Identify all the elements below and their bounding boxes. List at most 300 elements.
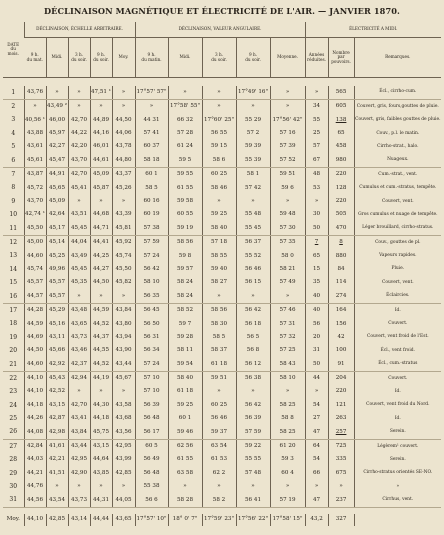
day-cell: 5 (11, 143, 16, 151)
arbitrary-cell: 45,00 (24, 236, 46, 250)
angular-cell: 59 46 (168, 426, 202, 440)
electricity-number-cell: 605 (328, 100, 354, 114)
arbitrary-cell: 45,65 (46, 182, 68, 195)
angular-cell: 58 10 (135, 276, 168, 289)
angular-cell: 56 34 (135, 344, 168, 357)
arbitrary-cell: 45,43 (46, 372, 68, 386)
arbitrary-cell: » (68, 386, 90, 399)
angular-cell: 58 56 (168, 236, 202, 250)
arbitrary-cell: 45,61 (24, 154, 46, 168)
electricity-number-cell: 505 (328, 209, 354, 222)
arbitrary-cell: 44,04 (68, 236, 90, 250)
arbitrary-cell: 44,55 (90, 344, 112, 357)
arbitrary-col-header-4: Moy. (112, 38, 135, 78)
angular-cell: 56 55 (202, 127, 236, 140)
angular-cell: 60 1 (168, 412, 202, 425)
angular-cell: 56 39 (236, 412, 270, 425)
electricity-reduced-cell: 44 (305, 372, 328, 386)
arbitrary-cell: » (112, 195, 135, 208)
arbitrary-cell: » (112, 100, 135, 114)
angular-cell: » (202, 195, 236, 208)
angular-cell: 56 6 (135, 494, 168, 508)
electricity-number-cell: 263 (328, 412, 354, 425)
table-row (3, 331, 441, 344)
mean-angular-cell: 17°57' 10" (135, 514, 168, 526)
angular-cell: 57 19 (270, 494, 305, 508)
angular-cell: 61 55 (168, 182, 202, 195)
observation-table-wrapper (3, 22, 441, 530)
mean-angular-cell: 17°56' 22" (236, 514, 270, 526)
remark-cell: Écl., cirrho-cum. (354, 86, 441, 100)
angular-cell: 56 31 (135, 331, 168, 344)
angular-cell: 56 15 (236, 276, 270, 289)
remark-cell: Léger brouillard, cirrho-stratus. (354, 222, 441, 236)
electricity-number-cell: 8 (328, 236, 354, 250)
electricity-reduced-cell: 20 (305, 331, 328, 344)
angular-cell: 59 8 (168, 250, 202, 263)
angular-cell: 56 35 (135, 290, 168, 304)
arbitrary-cell: 43,54 (46, 494, 68, 508)
remark-cell: Cum.-strat., vent. (354, 168, 441, 182)
arbitrary-cell: 44,28 (24, 304, 46, 318)
electricity-number-cell: 237 (328, 494, 354, 508)
day-cell: 27 (9, 442, 18, 450)
angular-cell: 56 8 (236, 344, 270, 357)
arbitrary-cell: 42,27 (46, 141, 68, 154)
arbitrary-cell: » (68, 100, 90, 114)
angular-cell: 59 22 (236, 440, 270, 454)
electricity-reduced-cell: » (305, 480, 328, 493)
daily-rows (3, 86, 441, 508)
angular-cell: 56 39 (135, 399, 168, 412)
electricity-reduced-cell: 27 (305, 412, 328, 425)
arbitrary-cell: 43,15 (90, 440, 112, 454)
angular-cell: 58 55 (202, 250, 236, 263)
mean-angular-cell: 18° 0' 7" (168, 514, 202, 526)
remark-cell: Nuageux. (354, 154, 441, 168)
angular-cell: 57 41 (135, 127, 168, 140)
day-cell: 3 (11, 116, 16, 124)
electricity-reduced-cell: » (305, 195, 328, 208)
remark-cell: Couv., p.l. le matin. (354, 127, 441, 140)
arbitrary-cell: 42,70 (68, 399, 90, 412)
arbitrary-cell: 43,88 (24, 127, 46, 140)
electricity-col-header-1: Nombre par pouvoirs. (328, 38, 354, 78)
electricity-reduced-cell: 47 (305, 494, 328, 508)
arbitrary-cell: 44,30 (90, 399, 112, 412)
arbitrary-cell: 42,64 (46, 209, 68, 222)
arbitrary-cell: 44,10 (24, 386, 46, 399)
day-cell: 22 (9, 374, 18, 382)
table-row (3, 263, 441, 276)
angular-cell: 55 39 (236, 154, 270, 168)
electricity-reduced-cell: » (305, 86, 328, 100)
angular-cell: 59 6 (270, 182, 305, 195)
arbitrary-cell: 43,49 (68, 250, 90, 263)
angular-cell: » (202, 480, 236, 493)
electricity-reduced-cell: 35 (305, 276, 328, 289)
angular-cell: 57 2 (236, 127, 270, 140)
electricity-reduced-cell: 66 (305, 467, 328, 480)
arbitrary-cell: 45,50 (112, 263, 135, 276)
arbitrary-cell: 43,85 (90, 467, 112, 480)
arbitrary-cell: 45,66 (46, 344, 68, 357)
arbitrary-cell: 43,76 (24, 86, 46, 100)
electricity-reduced-cell: » (305, 386, 328, 399)
electricity-reduced-cell: 47 (305, 426, 328, 440)
table-row (3, 114, 441, 127)
remark-cell: Serein. (354, 454, 441, 467)
remark-cell: Vapeurs rapides. (354, 250, 441, 263)
arbitrary-cell: 45,47 (46, 154, 68, 168)
arbitrary-cell: 44,03 (24, 454, 46, 467)
table-row (3, 209, 441, 222)
arbitrary-cell: 45,41 (68, 182, 90, 195)
angular-cell: 58 56 (202, 304, 236, 318)
angular-cell: » (270, 386, 305, 399)
day-cell: 6 (3, 154, 24, 168)
mean-angular-cell: 17°59' 23" (202, 514, 236, 526)
arbitrary-cell: 44,08 (24, 426, 46, 440)
arbitrary-cell: 44,52 (90, 358, 112, 372)
angular-cell: 56 42 (135, 263, 168, 276)
angular-cell: 57 30 (270, 222, 305, 236)
arbitrary-cell: 43,44 (112, 358, 135, 372)
remark-cell: Écl., cum.-stratus (354, 358, 441, 372)
arbitrary-cell: 42,95 (68, 454, 90, 467)
arbitrary-cell: 43,39 (112, 209, 135, 222)
observation-table (3, 22, 441, 530)
day-cell: 26 (3, 426, 24, 440)
electricity-reduced-cell: 54 (305, 399, 328, 412)
electricity-reduced-cell: 40 (305, 290, 328, 304)
arbitrary-cell: 45,74 (112, 250, 135, 263)
arbitrary-cell: » (90, 195, 112, 208)
arbitrary-cell: 45,26 (112, 182, 135, 195)
remark-cell: Couv., gouttes de pl. (354, 236, 441, 250)
angular-cell: 57 59 (135, 236, 168, 250)
arbitrary-cell: 43,51 (68, 209, 90, 222)
day-cell: 29 (9, 469, 18, 477)
angular-cell: 56 48 (135, 412, 168, 425)
angular-cell: 57 10 (135, 372, 168, 386)
arbitrary-cell: 43,46 (68, 344, 90, 357)
table-row (3, 182, 441, 195)
electricity-reduced-cell: 65 (305, 250, 328, 263)
mean-arbitrary-cell: 44,44 (90, 514, 112, 526)
arbitrary-cell: 44,60 (24, 250, 46, 263)
mean-arbitrary-cell: 43,65 (112, 514, 135, 526)
electricity-reduced-cell: 30 (305, 209, 328, 222)
electricity-number-cell: 128 (328, 182, 354, 195)
arbitrary-cell: 44,18 (24, 399, 46, 412)
arbitrary-cell: » (112, 290, 135, 304)
day-cell: 31 (3, 494, 24, 508)
angular-cell: 58 11 (168, 344, 202, 357)
arbitrary-cell: 43,90 (112, 344, 135, 357)
angular-cell: 59 7 (168, 318, 202, 331)
column-subheaders (3, 38, 441, 78)
electricity-number-cell: 42 (328, 331, 354, 344)
angular-cell: » (270, 290, 305, 304)
angular-cell: 57 38 (135, 222, 168, 236)
angular-cell: 59 15 (202, 141, 236, 154)
arbitrary-cell: 43,84 (112, 304, 135, 318)
arbitrary-cell: 43,80 (112, 318, 135, 331)
arbitrary-cell: 43,68 (112, 412, 135, 425)
angular-cell: 60 5 (135, 440, 168, 454)
angular-cell: 57 35 (270, 236, 305, 250)
angular-cell: 58 21 (270, 263, 305, 276)
page-title: DÉCLINAISON MAGNÉTIQUE ET ÉLECTRICITÉ DE L'AIR. — JANVIER 1870. (43, 6, 400, 16)
angular-cell: 58 5 (202, 331, 236, 344)
arbitrary-cell: » (112, 480, 135, 493)
angular-cell: 59 37 (202, 426, 236, 440)
electricity-reduced-cell: 64 (305, 440, 328, 454)
arbitrary-cell: 42,37 (68, 358, 90, 372)
table-row (3, 195, 441, 208)
arbitrary-cell: 44,68 (90, 209, 112, 222)
angular-cell: 57 46 (270, 304, 305, 318)
angular-cell: 59 58 (168, 195, 202, 208)
arbitrary-cell: 43,70 (24, 195, 46, 208)
electricity-number-cell: 880 (328, 250, 354, 263)
table-row (3, 440, 441, 454)
angular-cell: » (270, 195, 305, 208)
angular-cell: 58 52 (168, 304, 202, 318)
arbitrary-cell: » (68, 195, 90, 208)
table-row (3, 86, 441, 100)
arbitrary-cell: 45,82 (112, 276, 135, 289)
table-row (3, 494, 441, 508)
day-cell: 18 (9, 320, 18, 328)
electricity-group-header: ÉLECTRICITÉ A MIDI. (305, 22, 441, 38)
angular-cell: 57 39 (270, 141, 305, 154)
angular-cell: 63 54 (202, 440, 236, 454)
arbitrary-cell: 45,09 (46, 195, 68, 208)
electricity-number-cell: 156 (328, 318, 354, 331)
electricity-number-cell: 65 (328, 127, 354, 140)
angular-cell: 58 8 (270, 412, 305, 425)
angular-cell: 57 18 (202, 236, 236, 250)
day-cell: 15 (9, 279, 18, 287)
arbitrary-cell: » (46, 86, 68, 100)
electricity-reduced-cell: 50 (305, 222, 328, 236)
electricity-number-cell: 204 (328, 372, 354, 386)
day-column-header: DATE du mois. (3, 22, 24, 78)
arbitrary-cell: 42,21 (46, 454, 68, 467)
remark-cell: Couvert, vent froid de l'Est. (354, 331, 441, 344)
angular-cell: 56 18 (236, 318, 270, 331)
arbitrary-cell: 46,01 (90, 141, 112, 154)
arbitrary-cell: 45,29 (46, 304, 68, 318)
arbitrary-cell: 43,61 (24, 141, 46, 154)
angular-cell: 56 37 (236, 236, 270, 250)
electricity-number-cell: 114 (328, 276, 354, 289)
angular-cell: » (202, 86, 236, 100)
angular-cell: 59 48 (270, 209, 305, 222)
electricity-number-cell: 220 (328, 386, 354, 399)
electricity-reduced-cell: 15 (305, 263, 328, 276)
arbitrary-cell: 47,51 ¹ (90, 86, 112, 100)
angular-cell: 59 51 (270, 168, 305, 182)
table-row (3, 276, 441, 289)
angular-cell: 57 48 (236, 467, 270, 480)
table-row (3, 318, 441, 331)
electricity-reduced-cell: 7 (305, 236, 328, 250)
table-row (3, 344, 441, 357)
remark-cell: Couvert, vent. (354, 195, 441, 208)
table-row (3, 399, 441, 412)
angular-cell: 58 18 (135, 154, 168, 168)
angular-cell: 59 19 (168, 222, 202, 236)
arbitrary-cell: 43,44 (68, 440, 90, 454)
arbitrary-cell: » (68, 290, 90, 304)
arbitrary-cell: 42,92 (46, 358, 68, 372)
arbitrary-cell: 45,17 (46, 222, 68, 236)
day-cell: 30 (9, 483, 18, 491)
angular-cell: 57 25 (270, 344, 305, 357)
angular-cell: 61 55 (168, 454, 202, 467)
remark-cell: Gros cumulus et nuage de tempête. (354, 209, 441, 222)
angular-cell: 56 42 (236, 399, 270, 412)
electricity-reduced-cell: 48 (305, 168, 328, 182)
arbitrary-cell: 44,37 (90, 331, 112, 344)
electricity-reduced-cell: 57 (305, 141, 328, 154)
electricity-number-cell: 980 (328, 154, 354, 168)
table-row (3, 426, 441, 440)
angular-cell: 59 25 (202, 209, 236, 222)
arbitrary-cell: 42,20 (68, 141, 90, 154)
angular-cell: 56 48 (135, 467, 168, 480)
arbitrary-cell: 44,16 (90, 127, 112, 140)
angular-cell: 56 45 (135, 304, 168, 318)
arbitrary-cell: 45,72 (24, 182, 46, 195)
arbitrary-cell: 43,11 (46, 331, 68, 344)
angular-cell: 58 25 (270, 426, 305, 440)
electricity-number-cell: » (328, 480, 354, 493)
table-row (3, 412, 441, 425)
remark-cell: Cirrho-stratus orientés SE-NO. (354, 467, 441, 480)
table-row (3, 480, 441, 493)
electricity-number-cell: 164 (328, 304, 354, 318)
day-cell: 7 (11, 171, 16, 179)
angular-cell: 60 25 (202, 168, 236, 182)
angular-cell: 58 10 (270, 372, 305, 386)
arbitrary-cell: 42,70 (68, 114, 90, 127)
table-row (3, 358, 441, 372)
table-row (3, 250, 441, 263)
angular-cell: 57 59 (236, 426, 270, 440)
arbitrary-cell: 44,71 (90, 222, 112, 236)
angular-cell: » (236, 290, 270, 304)
arbitrary-cell: 45,45 (68, 263, 90, 276)
remark-cell: Couvert, vent froid du Nord. (354, 399, 441, 412)
table-row (3, 222, 441, 236)
electricity-reduced-cell: 55 (305, 114, 328, 127)
arbitrary-cell: 41,61 (46, 440, 68, 454)
day-cell: 17 (9, 306, 18, 314)
remark-cell: Écl., vent froid. (354, 344, 441, 357)
arbitrary-col-header-3: 9 h. du soir. (90, 38, 112, 78)
arbitrary-cell: 44,52 (90, 318, 112, 331)
arbitrary-cell: » (90, 290, 112, 304)
arbitrary-cell: 44,19 (90, 372, 112, 386)
angular-cell: 17°60' 25" (202, 114, 236, 127)
angular-cell: 56 41 (236, 494, 270, 508)
angular-cell: 58 24 (168, 290, 202, 304)
day-cell: 2 (11, 103, 16, 111)
angular-cell: 55 48 (236, 209, 270, 222)
day-cell: 10 (9, 211, 18, 219)
header-separator (3, 78, 441, 87)
arbitrary-scale-group-header: DÉCLINAISON, ÉCHELLE ARBITRAIRE. (24, 22, 135, 38)
angular-cell: 58 25 (270, 399, 305, 412)
arbitrary-cell: 42,52 (46, 386, 68, 399)
arbitrary-cell: 45,09 (90, 168, 112, 182)
arbitrary-cell: 44,59 (24, 318, 46, 331)
table-row (3, 100, 441, 114)
arbitrary-cell: 44,89 (90, 114, 112, 127)
table-row (3, 454, 441, 467)
arbitrary-cell: 45,57 (46, 290, 68, 304)
arbitrary-cell: 43,58 (112, 399, 135, 412)
angular-col-header-2: 3 h. du soir. (202, 38, 236, 78)
mean-label: Moy. (6, 516, 20, 523)
angular-cell: » (236, 386, 270, 399)
electricity-number-cell: 91 (328, 358, 354, 372)
angular-cell: 59 25 (168, 399, 202, 412)
angular-cell: 17°49' 16" (236, 86, 270, 100)
remark-cell: Couvert. (354, 372, 441, 386)
angular-cell: 61 18 (202, 358, 236, 372)
arbitrary-cell: 44,22 (68, 127, 90, 140)
electricity-number-cell: 458 (328, 141, 354, 154)
arbitrary-cell: 43,87 (24, 168, 46, 182)
arbitrary-cell: » (112, 86, 135, 100)
electricity-reduced-cell: 54 (305, 454, 328, 467)
arbitrary-cell: 43,94 (112, 331, 135, 344)
mean-arbitrary-cell: 42,85 (46, 514, 68, 526)
angular-cell: 61 24 (168, 141, 202, 154)
arbitrary-cell: 42,74 ¹ (24, 209, 46, 222)
arbitrary-cell: 42,94 (68, 372, 90, 386)
arbitrary-cell: 44,61 (90, 154, 112, 168)
arbitrary-col-header-1: Midi. (46, 38, 68, 78)
arbitrary-cell: 44,50 (90, 276, 112, 289)
arbitrary-cell: 43,84 (68, 426, 90, 440)
arbitrary-cell: 45,45 (68, 222, 90, 236)
day-cell: 13 (9, 252, 18, 260)
angular-cell: 60 55 (168, 209, 202, 222)
angular-cell: 57 31 (270, 318, 305, 331)
angular-cell: 58 6 (202, 154, 236, 168)
angular-cell: 55 38 (135, 480, 168, 493)
electricity-number-cell: 565 (328, 86, 354, 100)
arbitrary-cell: 44,64 (90, 454, 112, 467)
mean-electricity-cell: 327 (328, 514, 354, 526)
arbitrary-col-header-0: 9 h. du mat. (26, 52, 43, 62)
angular-cell: 56 17 (135, 426, 168, 440)
arbitrary-cell: 43,37 (112, 168, 135, 182)
angular-cell: » (236, 480, 270, 493)
angular-cell: 57 16 (270, 127, 305, 140)
arbitrary-cell: » (68, 480, 90, 493)
angular-col-header-3: 9 h. du soir. (236, 38, 270, 78)
electricity-col-header-2: Remarques. (354, 38, 441, 78)
arbitrary-cell: 45,92 (112, 236, 135, 250)
remark-cell: Cirrho-strat., halo. (354, 141, 441, 154)
